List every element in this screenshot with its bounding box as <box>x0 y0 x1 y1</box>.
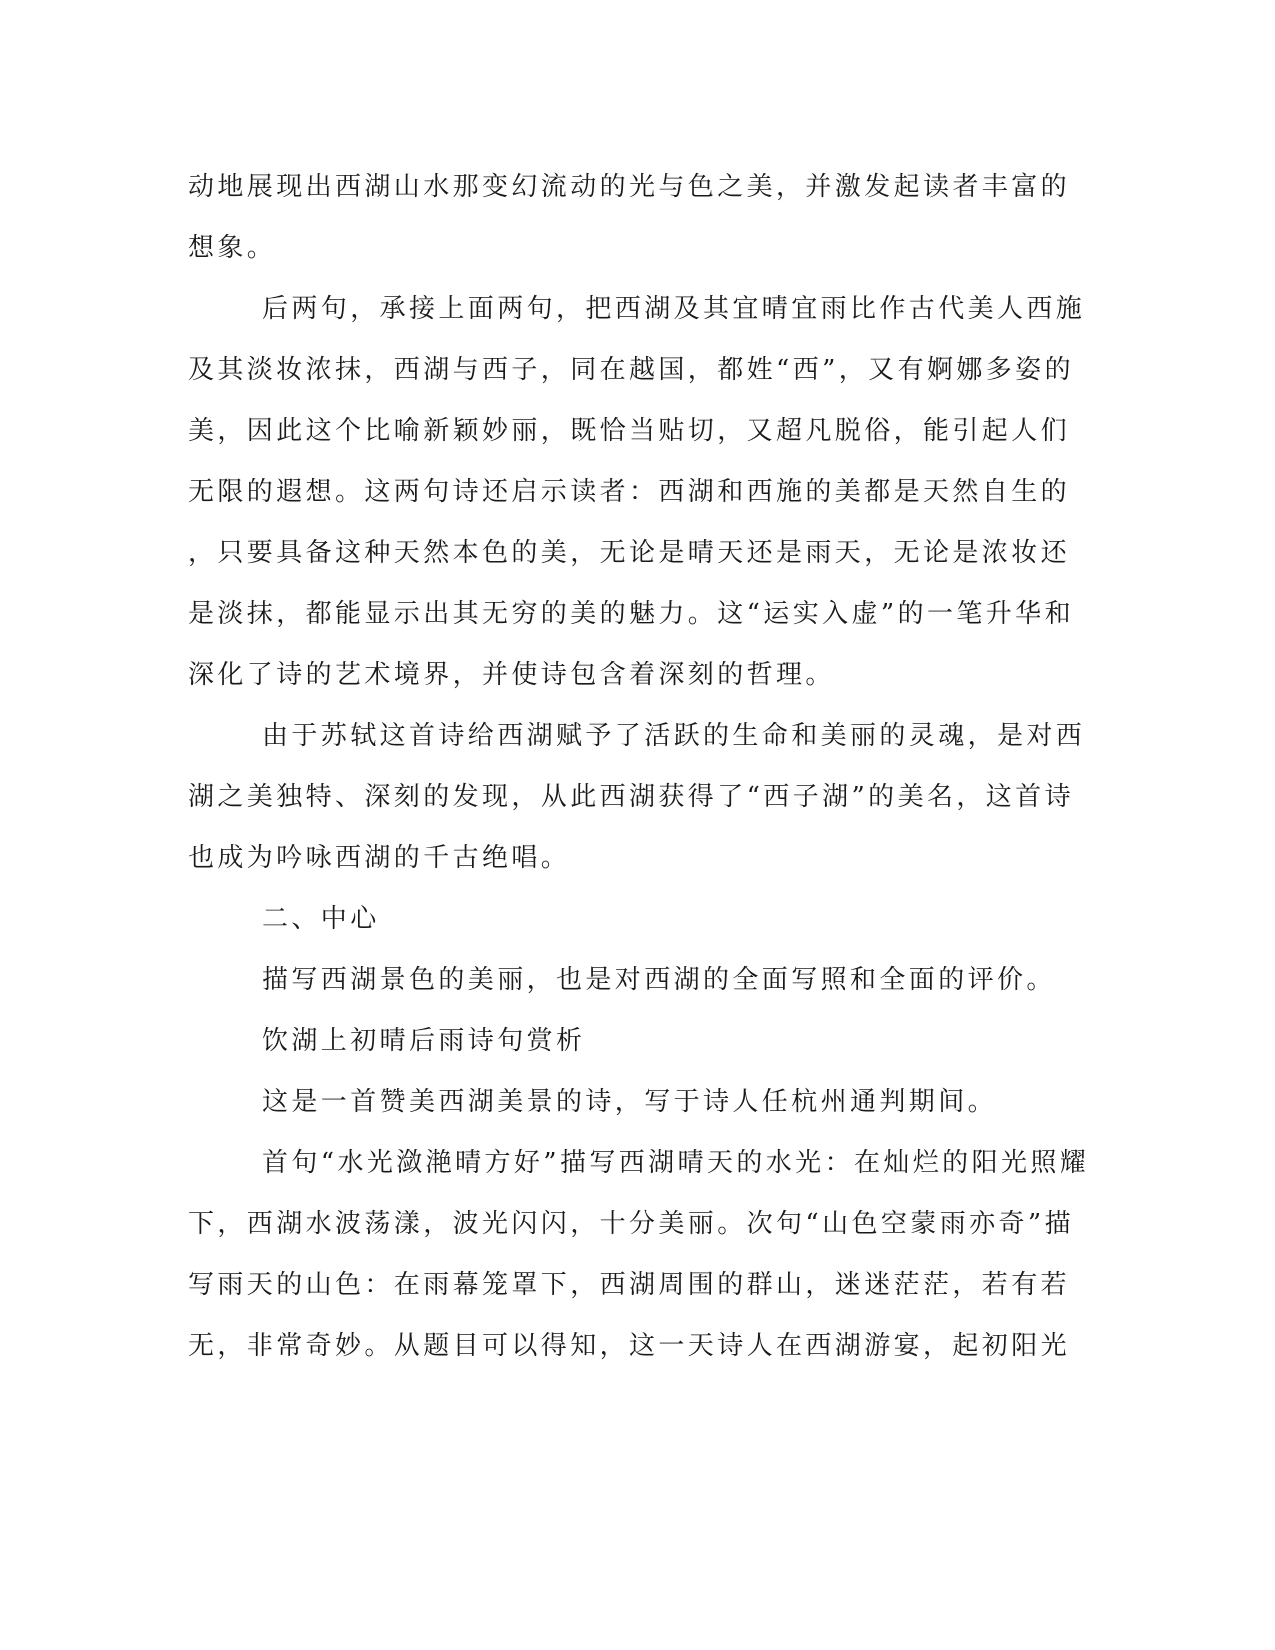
text-line: 也成为吟咏西湖的千古绝唱。 <box>188 843 571 873</box>
document-body <box>188 157 1090 1377</box>
text-line: 由于苏轼这首诗给西湖赋予了活跃的生命和美丽的灵魂，是对西 <box>262 721 1086 751</box>
text-line: 美，因此这个比喻新颖妙丽，既恰当贴切，又超凡脱俗，能引起人们 <box>188 416 1071 446</box>
text-line: 无限的遐想。这两句诗还启示读者：西湖和西施的美都是天然自生的 <box>188 477 1071 507</box>
text-line: 后两句，承接上面两句，把西湖及其宜晴宜雨比作古代美人西施 <box>262 294 1086 324</box>
text-line: ，只要具备这种天然本色的美，无论是晴天还是雨天，无论是浓妆还 <box>188 538 1071 568</box>
text-line: 描写西湖景色的美丽，也是对西湖的全面写照和全面的评价。 <box>262 965 1056 995</box>
text-line: 及其淡妆浓抹，西湖与西子，同在越国，都姓“西”，又有婀娜多姿的 <box>188 355 1074 385</box>
text-line: 这是一首赞美西湖美景的诗，写于诗人任杭州通判期间。 <box>262 1087 998 1117</box>
subsection-title: 饮湖上初晴后雨诗句赏析 <box>262 1026 586 1056</box>
text-line: 无，非常奇妙。从题目可以得知，这一天诗人在西湖游宴，起初阳光 <box>188 1331 1071 1361</box>
text-line: 湖之美独特、深刻的发现，从此西湖获得了“西子湖”的美名，这首诗 <box>188 782 1074 812</box>
text-line: 是淡抹，都能显示出其无穷的美的魅力。这“运实入虚”的一笔升华和 <box>188 599 1074 629</box>
text-line: 首句“水光潋滟晴方好”描写西湖晴天的水光：在灿烂的阳光照耀 <box>262 1148 1090 1178</box>
text-line: 动地展现出西湖山水那变幻流动的光与色之美，并激发起读者丰富的 <box>188 172 1071 202</box>
text-line: 深化了诗的艺术境界，并使诗包含着深刻的哲理。 <box>188 660 835 690</box>
text-line: 写雨天的山色：在雨幕笼罩下，西湖周围的群山，迷迷茫茫，若有若 <box>188 1270 1071 1300</box>
text-line: 下，西湖水波荡漾，波光闪闪，十分美丽。次句“山色空蒙雨亦奇”描 <box>188 1209 1074 1239</box>
text-line: 想象。 <box>188 233 277 263</box>
section-heading: 二、中心 <box>262 904 380 934</box>
